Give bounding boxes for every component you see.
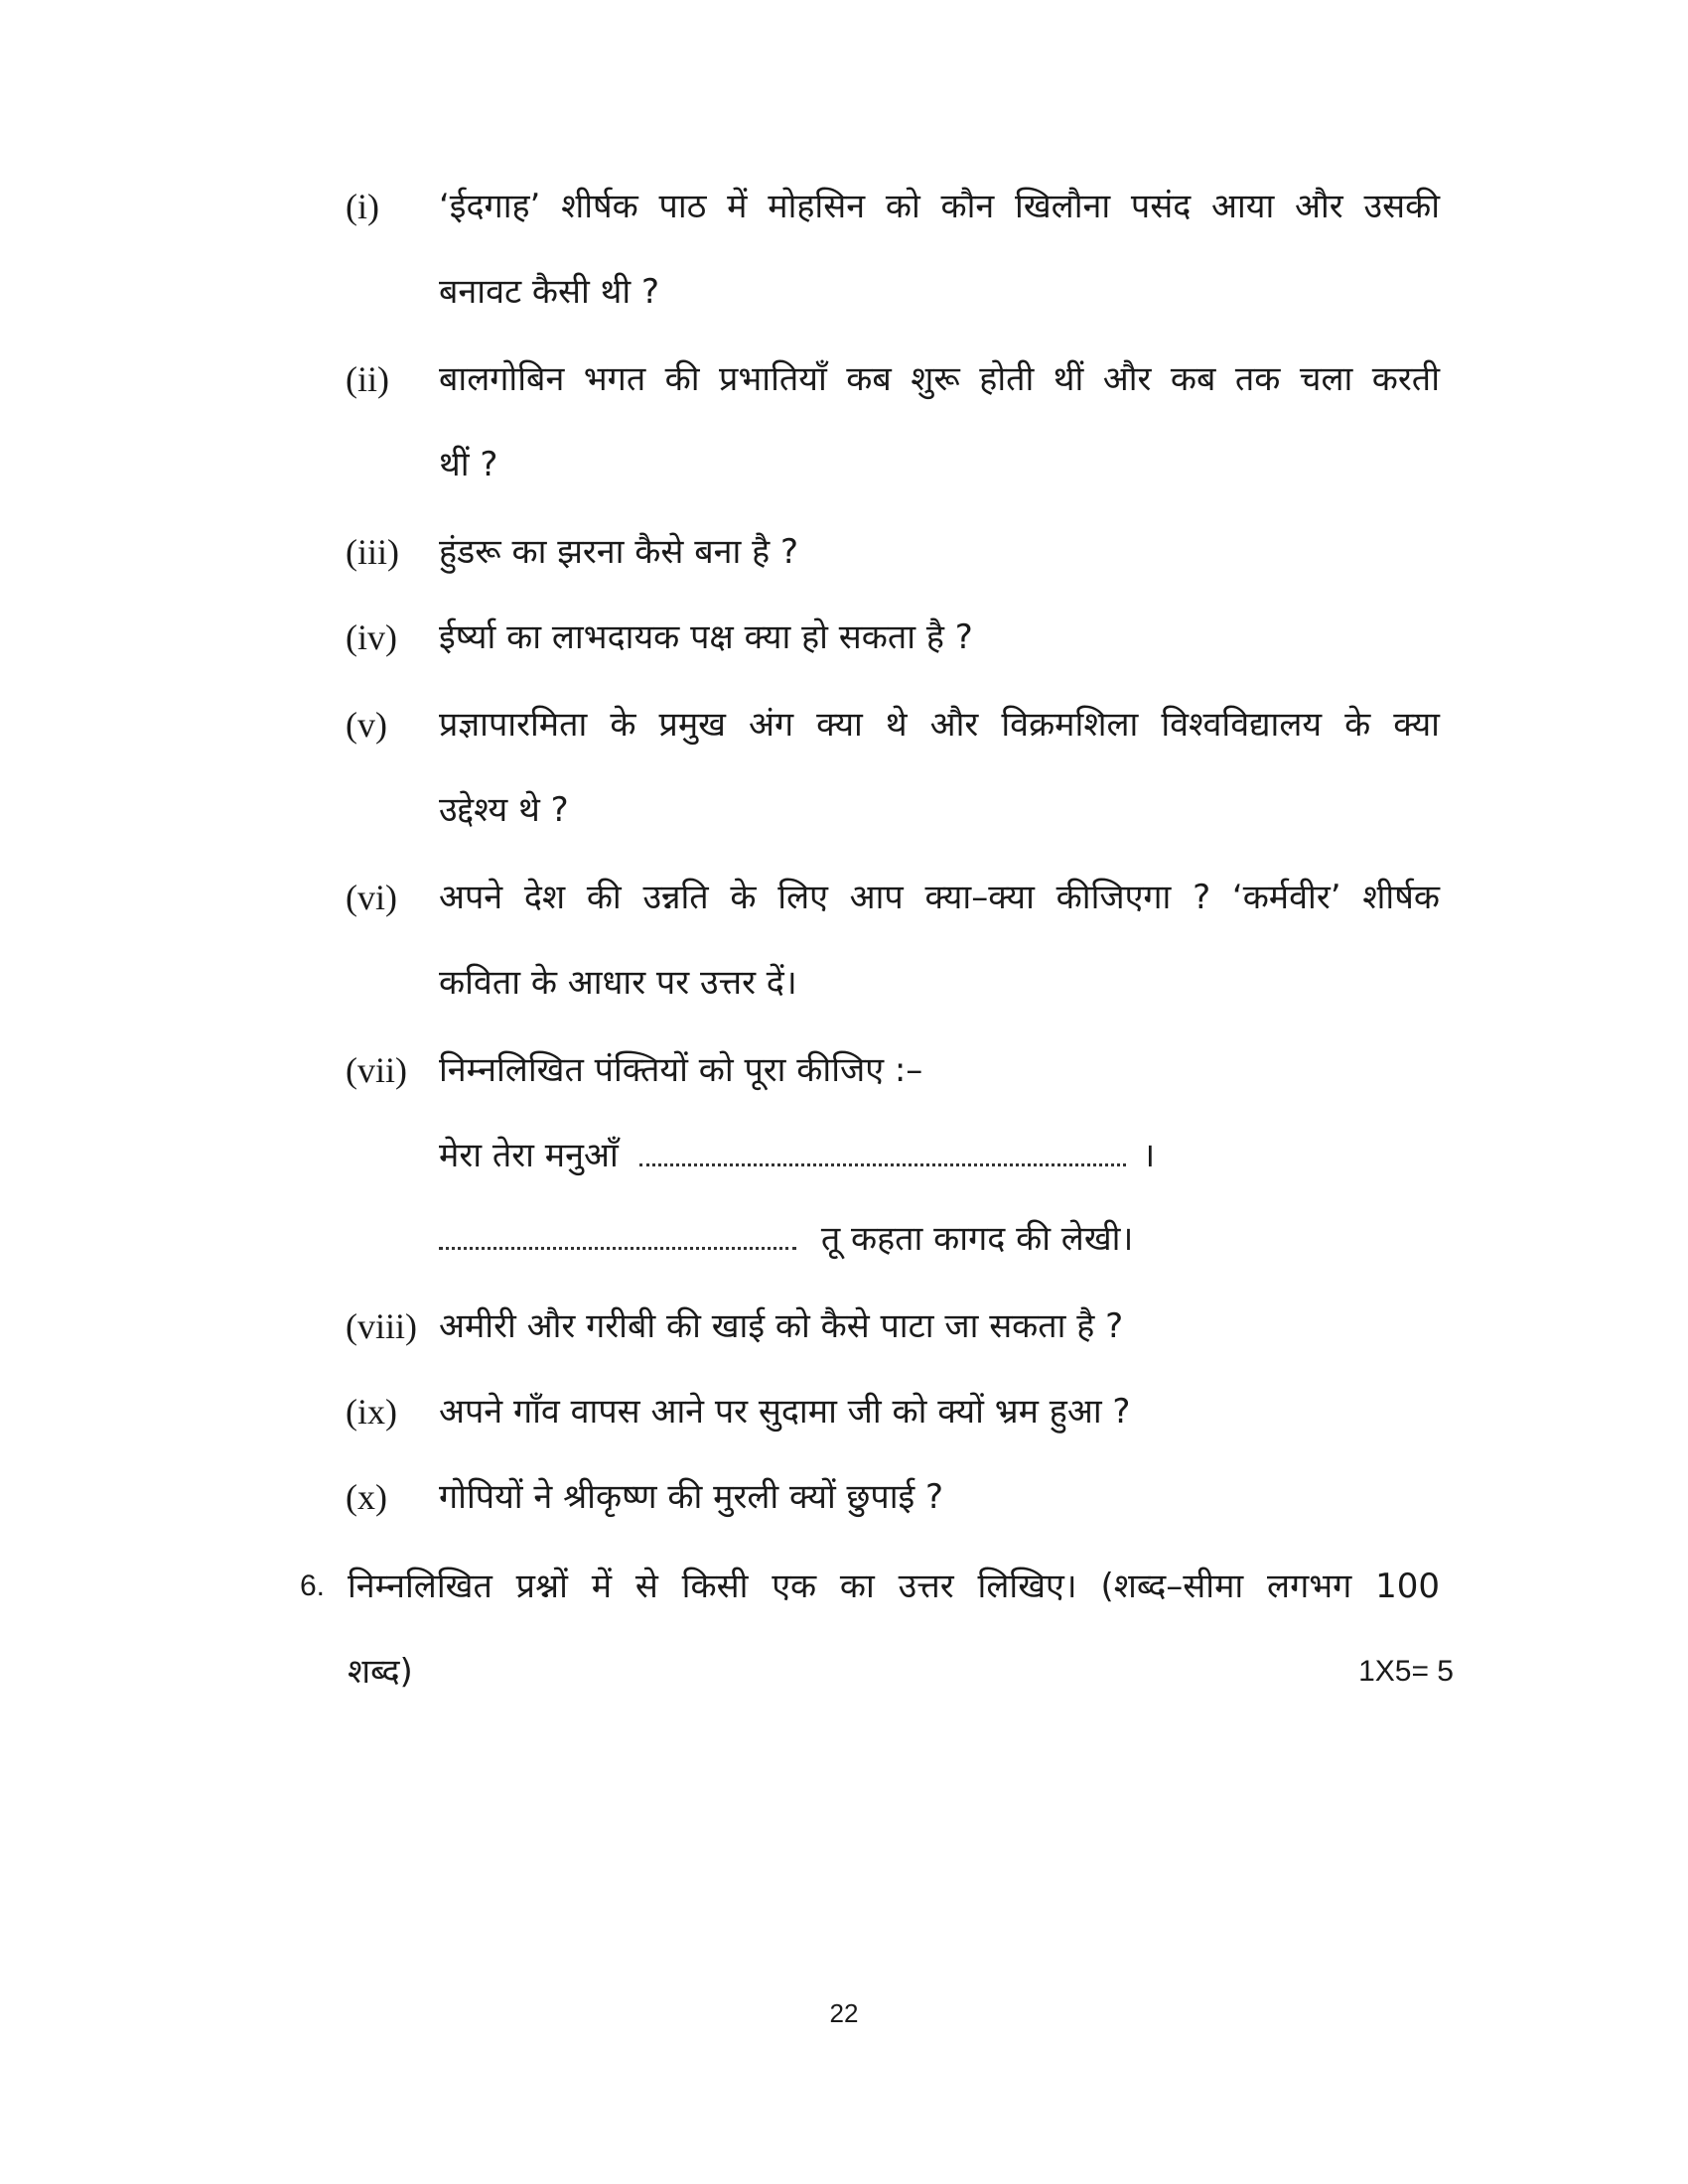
question-text: गोपियों ने श्रीकृष्ण की मुरली क्यों छुपाई ? (439, 1477, 944, 1517)
question-text: अपने देश की उन्नति के लिए आप क्या–क्या कीजिएगा ? ‘कर्मवीर’ शीर्षक (439, 878, 1440, 917)
question-text: प्रज्ञापारमिता के प्रमुख अंग क्या थे और विक्रमशिला विश्वविद्यालय के क्या (439, 705, 1440, 745)
marks-allocation: 1X5= 5 (1358, 1655, 1454, 1688)
question-6-number: 6. (300, 1570, 326, 1602)
question-number: (iv) (346, 617, 397, 657)
question-number: (vii) (346, 1050, 407, 1090)
question-text-continued: उद्देश्य थे ? (439, 790, 569, 830)
fill-in-line (439, 1217, 1440, 1261)
question-text: ईर्ष्या का लाभदायक पक्ष क्या हो सकता है ? (439, 617, 973, 657)
question-text-continued: थीं ? (439, 445, 498, 484)
question-number: (viii) (346, 1306, 417, 1346)
question-number: (i) (346, 187, 379, 226)
page-number: 22 (829, 1998, 859, 2028)
blank-dotted-line (639, 1148, 1126, 1166)
question-number: (ix) (346, 1392, 397, 1432)
question-text: निम्नलिखित पंक्तियों को पूरा कीजिए :– (439, 1050, 923, 1090)
question-number: (iii) (346, 532, 399, 572)
question-6-text-continued: शब्द) (348, 1652, 413, 1692)
fill-in-line (439, 1134, 1440, 1177)
blank-dotted-line (439, 1231, 796, 1250)
verse-start: मेरा तेरा मनुआँ (439, 1136, 619, 1175)
question-number: (vi) (346, 878, 397, 917)
question-number: (x) (346, 1477, 387, 1517)
question-text: ‘ईदगाह’ शीर्षक पाठ में मोहसिन को कौन खिलौना पसंद आया और उसकी (439, 187, 1440, 226)
question-text: हुंडरू का झरना कैसे बना है ? (439, 532, 798, 572)
question-text: अपने गाँव वापस आने पर सुदामा जी को क्यों भ्रम हुआ ? (439, 1392, 1131, 1432)
question-text: बालगोबिन भगत की प्रभातियाँ कब शुरू होती थीं और कब तक चला करती (439, 359, 1440, 399)
question-text-continued: बनावट कैसी थी ? (439, 272, 660, 312)
question-text: अमीरी और गरीबी की खाई को कैसे पाटा जा सकता है ? (439, 1306, 1124, 1346)
question-number: (ii) (346, 359, 389, 399)
question-text-continued: कविता के आधार पर उत्तर दें। (439, 963, 797, 1003)
question-6-text: निम्नलिखित प्रश्नों में से किसी एक का उत्तर लिखिए। (शब्द–सीमा लगभग 100 (348, 1567, 1440, 1606)
verse-end-mark: । (1142, 1136, 1156, 1175)
verse-end: तू कहता कागद की लेखी। (820, 1219, 1134, 1259)
question-number: (v) (346, 705, 387, 745)
